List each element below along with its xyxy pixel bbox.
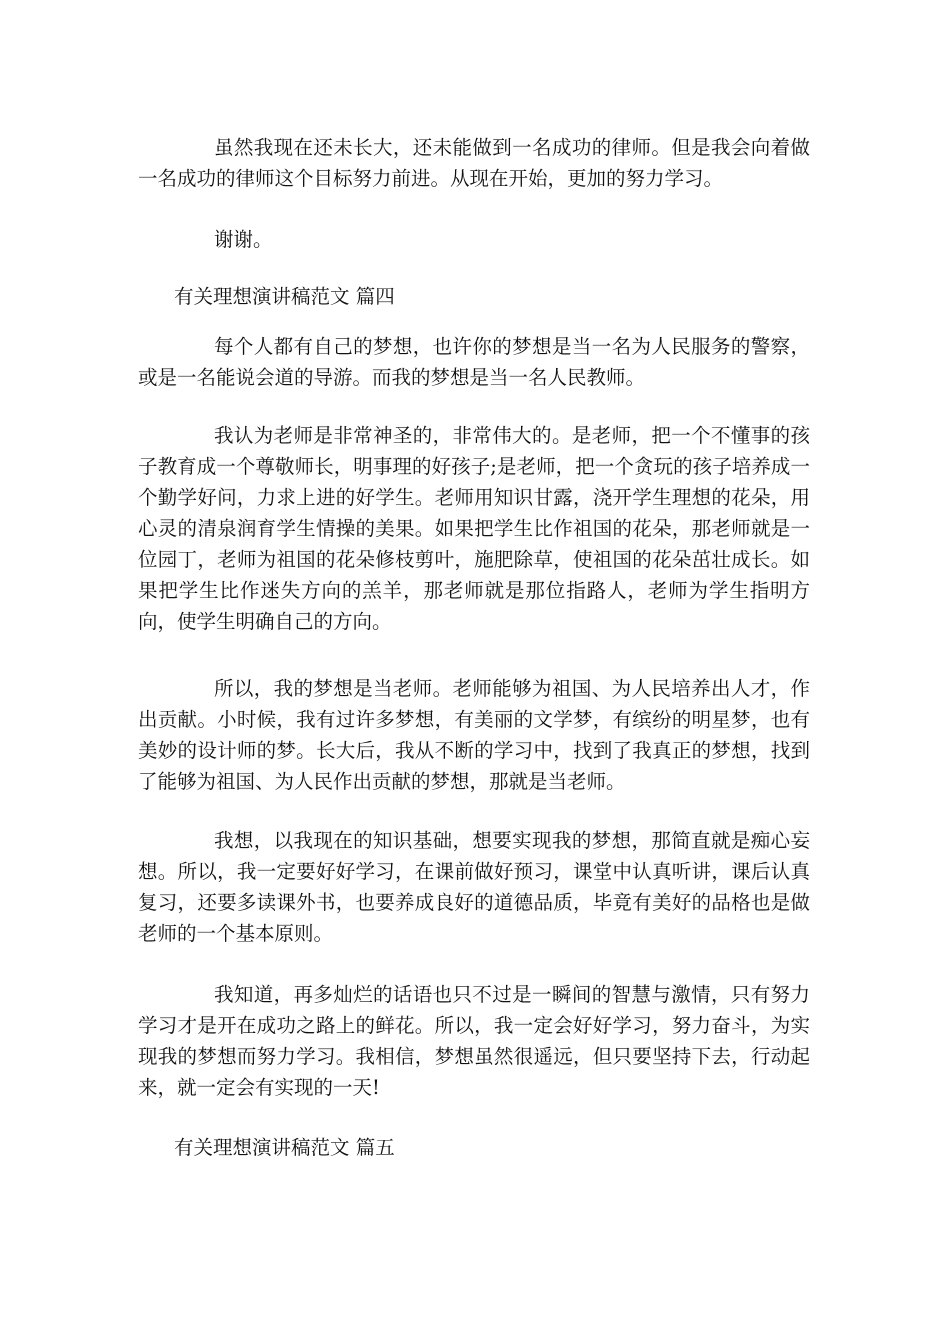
section-heading-4: 有关理想演讲稿范文 篇四 <box>174 285 395 308</box>
paragraph-teacher-sacred: 我认为老师是非常神圣的，非常伟大的。是老师，把一个不懂事的孩子教育成一个尊敬师长，明事理的好孩子;是老师，把一个贪玩的孩子培养成一个勤学好问，力求上进的好学生。老师用知识甘露，浇开学生理想的花朵，用心灵的清泉润育学生情操的美果。如果把学生比作祖国的花朵，那老师就是一位园丁，老师为祖国的花朵修枝剪叶，施肥除草，使祖国的花朵茁壮成长。如果把学生比作迷失方向的羔羊，那老师就是那位指路人，老师为学生指明方向，使学生明确自己的方向。 <box>138 424 810 633</box>
paragraph-study-plan: 我想，以我现在的知识基础，想要实现我的梦想，那简直就是痴心妄想。所以，我一定要好好学习，在课前做好预习，课堂中认真听讲，课后认真复习，还要多读课外书，也要养成良好的道德品质，毕竟有美好的品格也是做老师的一个基本原则。 <box>138 829 810 945</box>
paragraph-thanks: 谢谢。 <box>214 228 273 251</box>
paragraph-lawyer-goal: 虽然我现在还未长大，还未能做到一名成功的律师。但是我会向着做一名成功的律师这个目标努力前进。从现在开始，更加的努力学习。 <box>138 136 810 190</box>
paragraph-dream-teacher: 所以，我的梦想是当老师。老师能够为祖国、为人民培养出人才，作出贡献。小时候，我有过许多梦想，有美丽的文学梦，有缤纷的明星梦，也有美妙的设计师的梦。长大后，我从不断的学习中，找到了我真正的梦想，找到了能够为祖国、为人民作出贡献的梦想，那就是当老师。 <box>138 677 810 793</box>
paragraph-conclusion: 我知道，再多灿烂的话语也只不过是一瞬间的智慧与激情，只有努力学习才是开在成功之路上的鲜花。所以，我一定会好好学习，努力奋斗，为实现我的梦想而努力学习。我相信，梦想虽然很遥远，但只要坚持下去，行动起来，就一定会有实现的一天! <box>138 983 810 1099</box>
paragraph-intro-dream: 每个人都有自己的梦想，也许你的梦想是当一名为人民服务的警察，或是一名能说会道的导游。而我的梦想是当一名人民教师。 <box>138 335 810 389</box>
section-heading-5: 有关理想演讲稿范文 篇五 <box>174 1136 395 1159</box>
